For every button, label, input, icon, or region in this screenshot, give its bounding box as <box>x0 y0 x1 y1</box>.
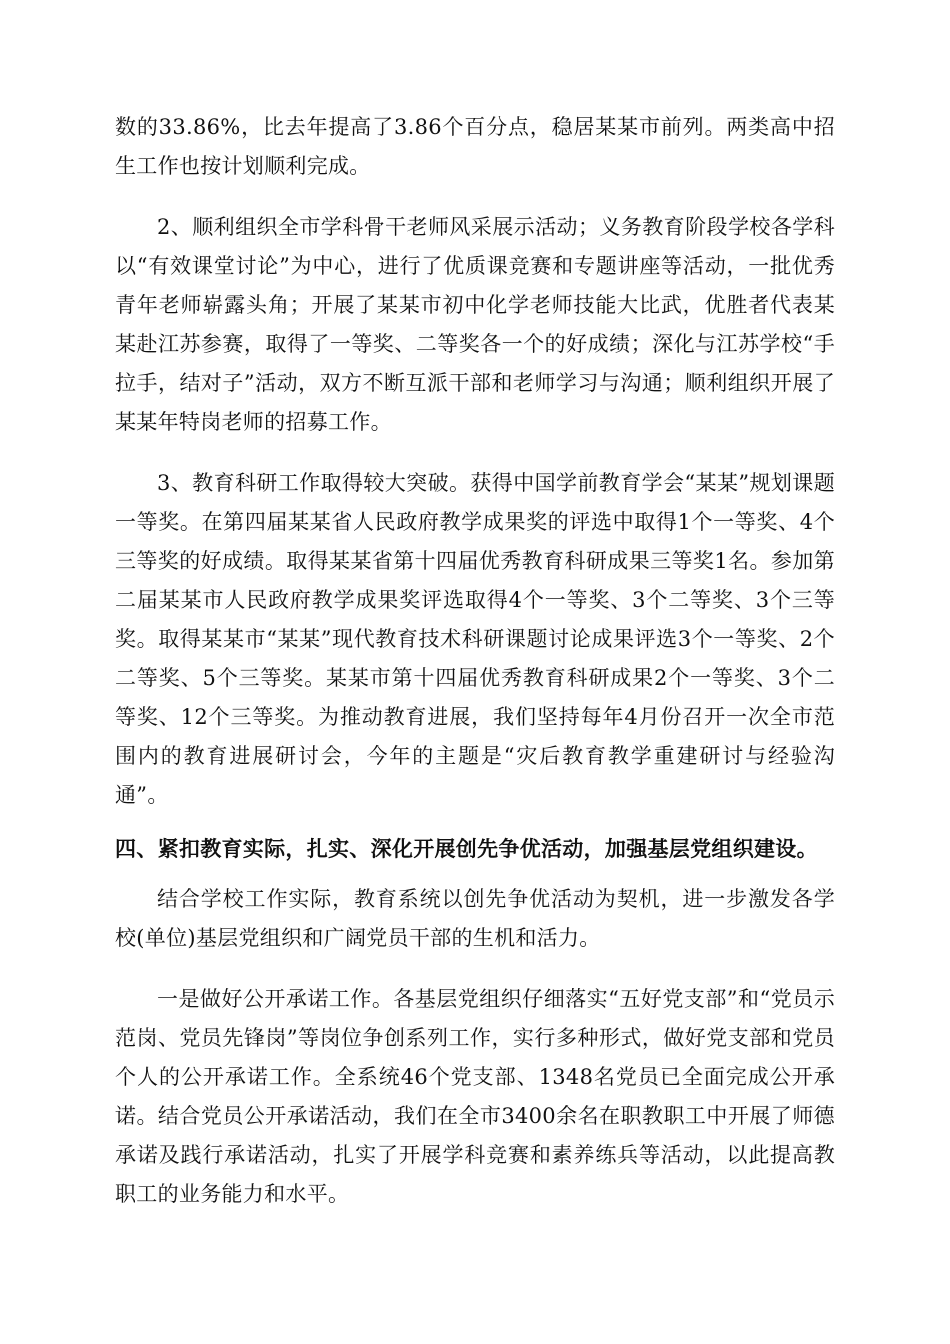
paragraph-research-achievements: 3、教育科研工作取得较大突破。获得中国学前教育学会“某某”规划课题一等奖。在第四届某某省人民政府教学成果奖的评选中取得1个一等奖、4个三等奖的好成绩。取得某某省第十四届优秀教育科研成果三等奖1名。参加第二届某某市人民政府教学成果奖评选取得4个一等奖、3个二等奖、3个三等奖。取得某某市“某某”现代教育技术科研课题讨论成果评选3个一等奖、2个二等奖、5个三等奖。某某市第十四届优秀教育科研成果2个一等奖、3个二等奖、12个三等奖。为推动教育进展，我们坚持每年4月份召开一次全市范围内的教育进展研讨会，今年的主题是“灾后教育教学重建研讨与经验沟通”。 <box>115 471 835 807</box>
paragraph-enrollment-summary: 数的33.86%，比去年提高了3.86个百分点，稳居某某市前列。两类高中招生工作也按计划顺利完成。 <box>115 115 835 178</box>
section-heading-party-building: 四、紧扣教育实际，扎实、深化开展创先争优活动，加强基层党组织建设。 <box>115 836 818 861</box>
paragraph-party-activities-intro: 结合学校工作实际，教育系统以创先争优活动为契机，进一步激发各学校(单位)基层党组织和广阔党员干部的生机和活力。 <box>115 887 835 950</box>
paragraph-teacher-activities: 2、顺利组织全市学科骨干老师风采展示活动；义务教育阶段学校各学科以“有效课堂讨论”为中心，进行了优质课竞赛和专题讲座等活动，一批优秀青年老师崭露头角；开展了某某市初中化学老师技能大比武，优胜者代表某某赴江苏参赛，取得了一等奖、二等奖各一个的好成绩；深化与江苏学校“手拉手，结对子”活动，双方不断互派干部和老师学习与沟通；顺利组织开展了某某年特岗老师的招募工作。 <box>115 215 835 434</box>
document-body <box>115 108 835 1236</box>
paragraph-public-commitment: 一是做好公开承诺工作。各基层党组织仔细落实“五好党支部”和“党员示范岗、党员先锋岗”等岗位争创系列工作，实行多种形式，做好党支部和党员个人的公开承诺工作。全系统46个党支部、1348名党员已全面完成公开承诺。结合党员公开承诺活动，我们在全市3400余名在职教职工中开展了师德承诺及践行承诺活动，扎实了开展学科竞赛和素养练兵等活动，以此提高教职工的业务能力和水平。 <box>115 987 835 1206</box>
